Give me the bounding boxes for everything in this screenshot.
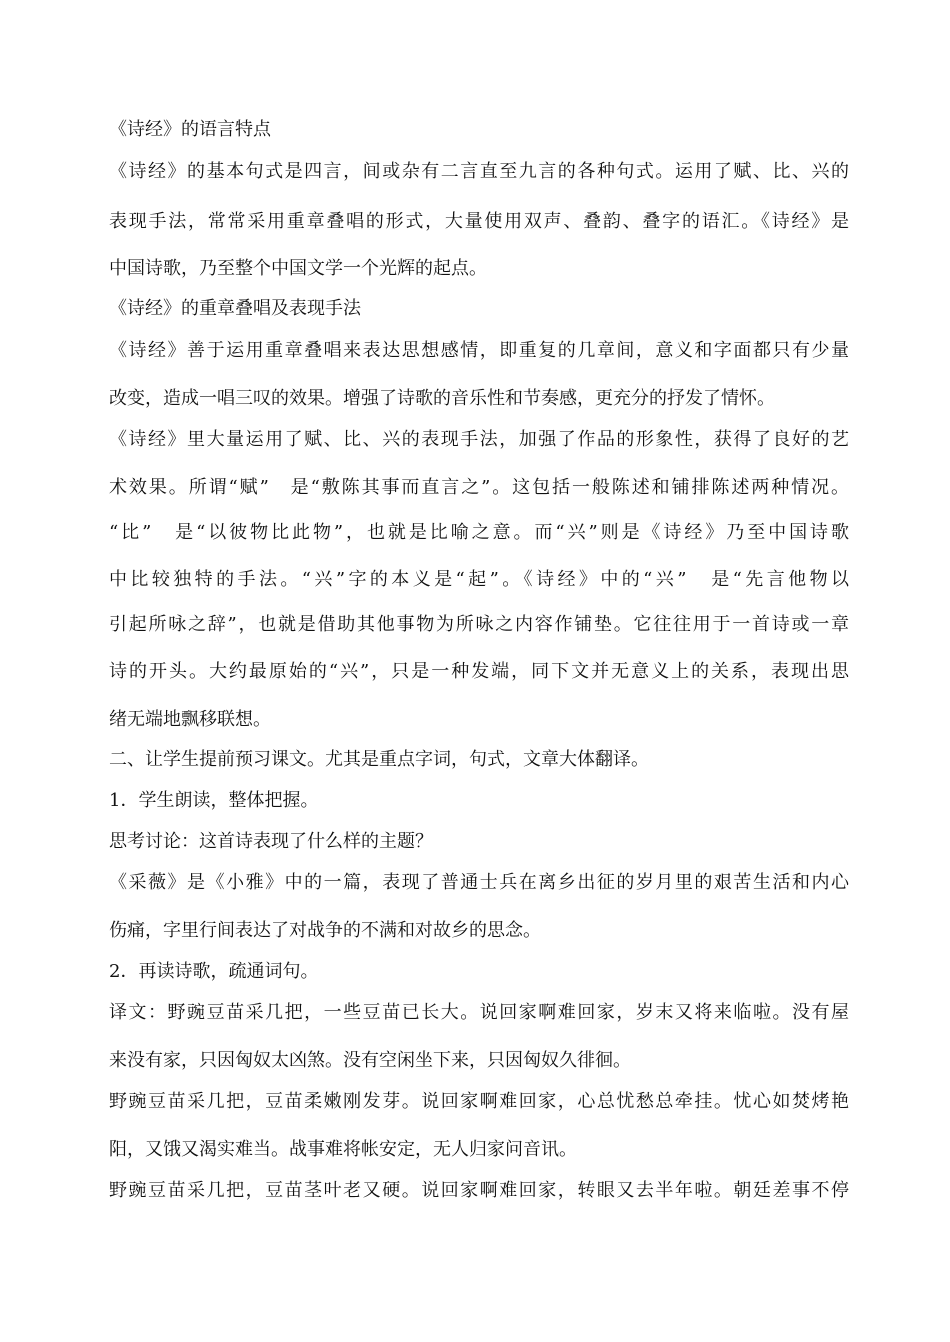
paragraph-line: 中国诗歌，乃至整个中国文学一个光辉的起点。 [109, 258, 487, 279]
paragraph-line: 《诗经》的基本句式是四言，间或杂有二言直至九言的各种句式。运用了赋、比、兴的 [109, 161, 849, 182]
paragraph-line: 《诗经》里大量运用了赋、比、兴的表现手法，加强了作品的形象性，获得了良好的艺 [109, 429, 849, 450]
translation-line: 野豌豆苗采几把，豆苗茎叶老又硬。说回家啊难回家，转眼又去半年啦。朝廷差事不停 [109, 1180, 849, 1201]
paragraph-line: 诗的开头。大约最原始的“兴”，只是一种发端，同下文并无意义上的关系，表现出思 [109, 661, 849, 682]
paragraph-line: 《采薇》是《小雅》中的一篇，表现了普通士兵在离乡出征的岁月里的艰苦生活和内心 [109, 872, 849, 893]
translation-line: 野豌豆苗采几把，豆苗柔嫩刚发芽。说回家啊难回家，心总忧愁总牵挂。忧心如焚烤艳 [109, 1091, 849, 1112]
step-heading-1: 1．学生朗读，整体把握。 [109, 790, 319, 811]
heading-repetition-techniques: 《诗经》的重章叠唱及表现手法 [109, 298, 361, 319]
paragraph-line: “比” 是“以彼物比此物”，也就是比喻之意。而“兴”则是《诗经》乃至中国诗歌 [109, 522, 849, 543]
translation-line: 阳，又饿又渴实难当。战事难将帐安定，无人归家问音讯。 [109, 1139, 577, 1160]
translation-line: 译文：野豌豆苗采几把，一些豆苗已长大。说回家啊难回家，岁末又将来临啦。没有屋 [109, 1002, 849, 1023]
paragraph-line: 引起所咏之辞”，也就是借助其他事物为所咏之内容作铺垫。它往往用于一首诗或一章 [109, 614, 849, 635]
paragraph-line: 改变，造成一唱三叹的效果。增强了诗歌的音乐性和节奏感，更充分的抒发了情怀。 [109, 388, 775, 409]
paragraph-line: 中比较独特的手法。“兴”字的本义是“起”。《诗经》中的“兴” 是“先言他物以 [109, 569, 849, 590]
discussion-question: 思考讨论：这首诗表现了什么样的主题？ [109, 831, 433, 852]
paragraph-line: 绪无端地飘移联想。 [109, 709, 271, 730]
step-heading-2: 2．再读诗歌，疏通词句。 [109, 961, 319, 982]
paragraph-line: 术效果。所谓“赋” 是“敷陈其事而直言之”。这包括一般陈述和铺排陈述两种情况。 [109, 477, 849, 498]
section-heading-preview: 二、让学生提前预习课文。尤其是重点字词，句式，文章大体翻译。 [109, 749, 649, 770]
paragraph-line: 表现手法，常常采用重章叠唱的形式，大量使用双声、叠韵、叠字的语汇。《诗经》是 [109, 211, 849, 232]
paragraph-line: 《诗经》善于运用重章叠唱来表达思想感情，即重复的几章间，意义和字面都只有少量 [109, 340, 849, 361]
heading-language-features: 《诗经》的语言特点 [109, 119, 271, 140]
paragraph-line: 伤痛，字里行间表达了对战争的不满和对故乡的思念。 [109, 920, 541, 941]
translation-line: 来没有家，只因匈奴太凶煞。没有空闲坐下来，只因匈奴久徘徊。 [109, 1050, 631, 1071]
